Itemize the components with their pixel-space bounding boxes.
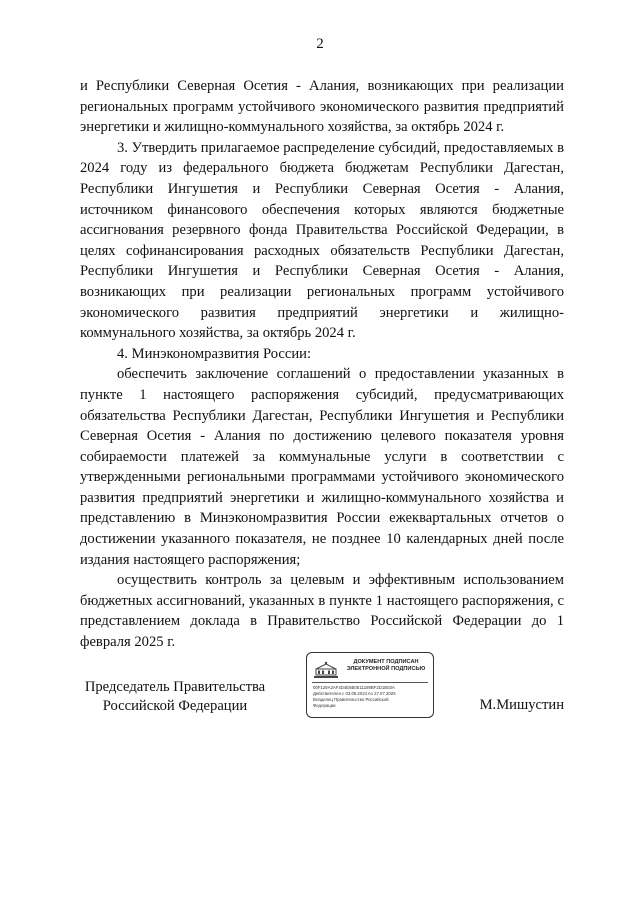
signer-title-line1: Председатель Правительства [84,679,266,695]
paragraph-item-4-control: осуществить контроль за целевым и эффективным использованием бюджетных ассигнований, указанных в пункте 1 настоящего распоряжения, с представлением доклада в Правительство Российской Федерации до 1 февраля 2025 г. [80,572,564,651]
stamp-certificate: 00F129A2AF4D4E6B0E11189BF2D1B03A [313,685,395,690]
signature-block [80,652,564,722]
stamp-validity: Действителен с 03.05.2024 по 27.07.2025 [313,691,396,696]
stamp-divider [312,682,428,683]
paragraph-item-4: 4. Минэкономразвития России: [117,345,311,362]
stamp-owner-line2: Федерации [313,703,336,708]
stamp-heading-line2: ЭЛЕКТРОННОЙ ПОДПИСЬЮ [346,666,426,672]
paragraph-item-3: 3. Утвердить прилагаемое распределение субсидий, предоставляемых в 2024 году из федерального бюджета бюджетам Республики Дагестан, Республики Ингушетия и Республики Северная Осетия - Алания, источником финансового обеспечения которых являются бюджетные ассигнования резервного фонда Правительства Российской Федерации, в целях софинансирования расходных обязательств Республики Дагестан, Республики Ингушетия и Республики Северная Осетия - Алания, возникающих при реализации региональных программ устойчивого экономического развития предприятий энергетики и жилищно-коммунального хозяйства, за октябрь 2024 г. [80,139,564,342]
stamp-owner-line1: Владелец Правительство Российской [313,697,389,702]
paragraph-item-4-ensure: обеспечить заключение соглашений о предоставлении указанных в пункте 1 настоящего распоряжения субсидий, предусматривающих обязательства Республики Дагестан, Республики Ингушетия и Республики Северная Осетия - Алания по достижению целевого показателя уровня собираемости платежей за коммунальные услуги в соответствии с утвержденными региональными программами устойчивого экономического развития предприятий энергетики и жилищно-коммунального хозяйства и представлению в Минэкономразвития России ежеквартальных отчетов о достижении указанного показателя, не позднее 10 календарных дней после издания настоящего распоряжения; [80,366,564,568]
paragraph-continuation: и Республики Северная Осетия - Алания, возникающих при реализации региональных программ устойчивого экономического развития предприятий энергетики и жилищно-коммунального хозяйства, за октябрь 2024 г. [80,78,564,136]
stamp-heading [341,659,431,673]
signer-title [80,678,270,716]
signer-name: М.Мишустин [479,697,564,713]
signer-title-line2: Российской Федерации [102,698,248,714]
page-number: 2 [316,36,324,52]
coat-of-arms-icon [313,661,339,679]
electronic-signature-stamp [306,652,434,718]
document-body [80,76,564,653]
stamp-heading-line1: ДОКУМЕНТ ПОДПИСАН [353,659,419,665]
stamp-details [313,685,431,709]
